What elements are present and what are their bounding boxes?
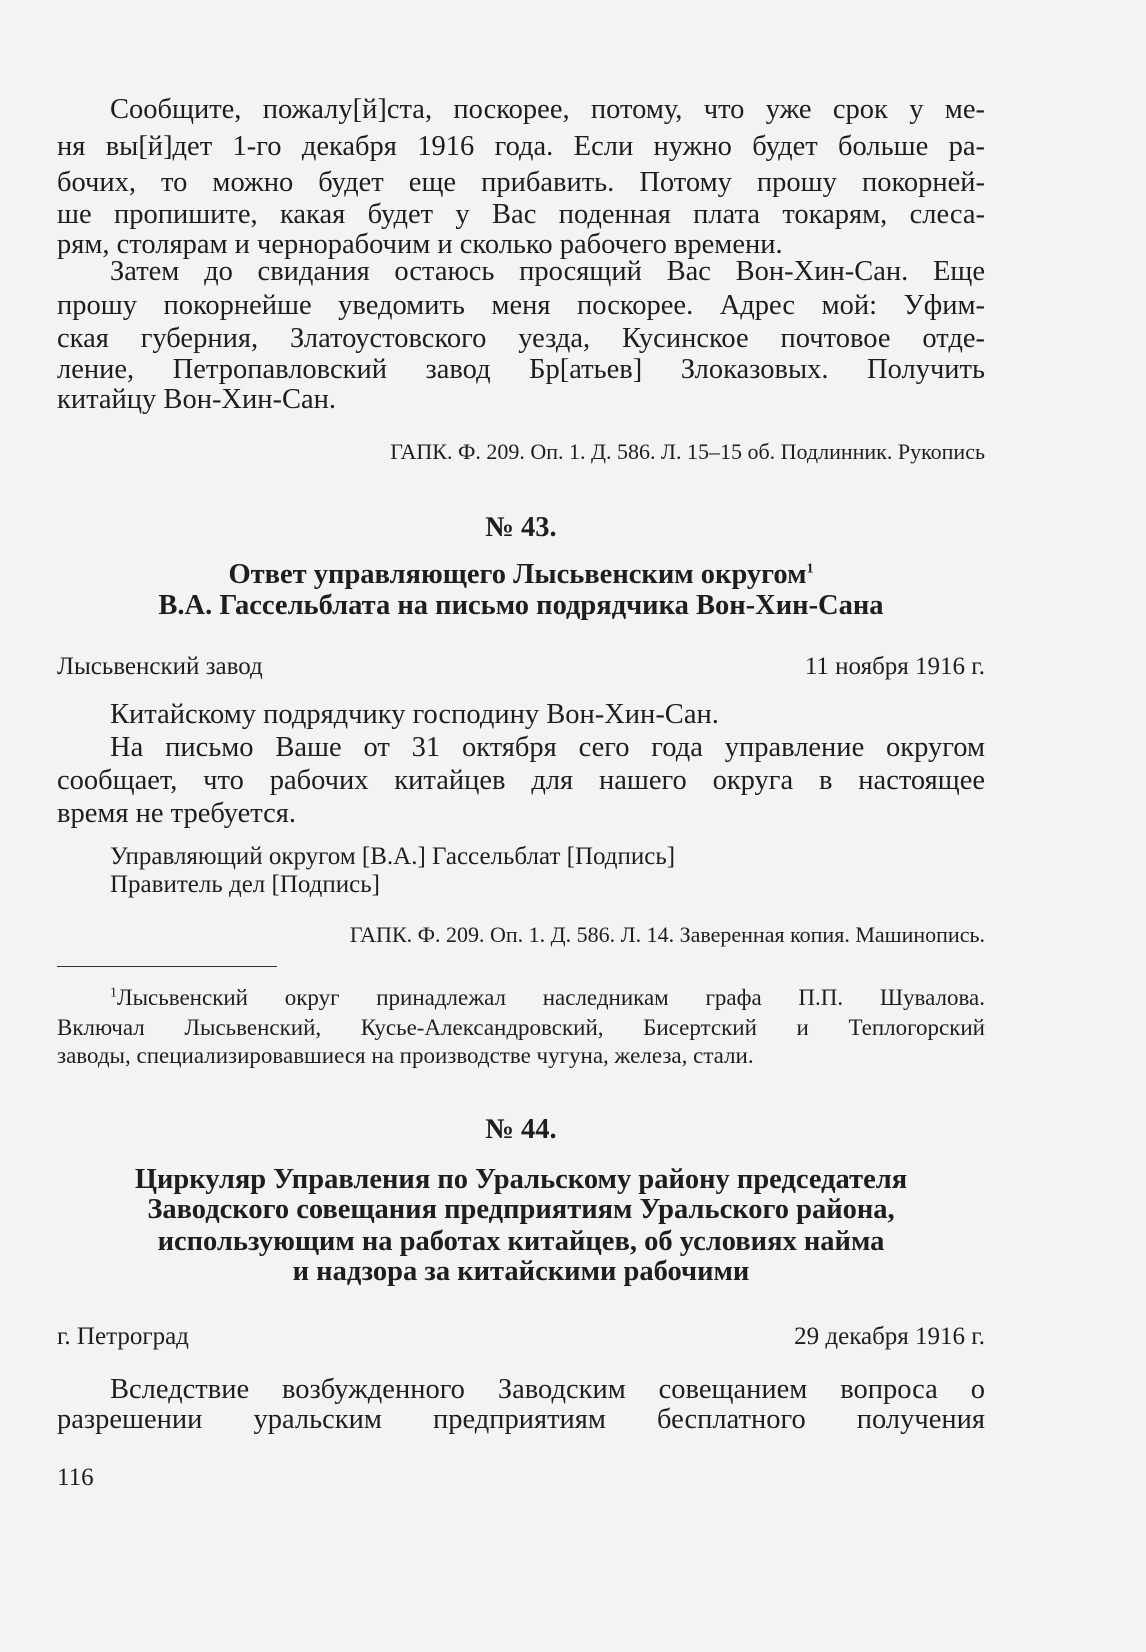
paragraph-line: Сообщите, пожалу[й]ста, поскорее, потому, что уже срок у ме- — [110, 94, 985, 125]
paragraph-line: ская губерния, Златоустовского уезда, Кусинское почтовое отде- — [57, 323, 985, 354]
footnote-mark: 1 — [110, 985, 117, 1001]
document-title-line: В.А. Гассельблата на письмо подрядчика Вон-Хин-Сана — [158, 590, 884, 621]
paragraph-line: ня вы[й]дет 1-го декабря 1916 года. Если нужно будет больше ра- — [57, 131, 985, 162]
document-title-line: и надзора за китайскими рабочими — [292, 1256, 750, 1287]
document-date: 29 декабря 1916 г. — [794, 1323, 985, 1350]
document-title-line: Ответ управляющего Лысьвенским округом — [228, 559, 807, 590]
paragraph-line: сообщает, что рабочих китайцев для нашего округа в настоящее — [57, 765, 985, 796]
address-line: Китайскому подрядчику господину Вон-Хин-Сан. — [110, 699, 719, 730]
paragraph-line: бочих, то можно будет еще прибавить. Потому прошу покорней- — [57, 167, 985, 198]
archive-source: ГАПК. Ф. 209. Оп. 1. Д. 586. Л. 15–15 об. Подлинник. Рукопись — [390, 439, 985, 464]
paragraph-line: разрешении уральским предприятиям бесплатного получения — [57, 1404, 985, 1435]
document-number: № 43. — [485, 512, 557, 543]
document-title-line: использующим на работах китайцев, об условиях найма — [157, 1226, 885, 1257]
footnote-ref: 1 — [806, 561, 814, 577]
paragraph-line: время не требуется. — [57, 798, 296, 829]
document-place: г. Петроград — [57, 1323, 189, 1350]
paragraph-line: рям, столярам и чернорабочим и сколько рабочего времени. — [57, 229, 783, 260]
signature-line: Управляющий округом [В.А.] Гассельблат [Подпись] — [110, 843, 676, 870]
signature-line: Правитель дел [Подпись] — [110, 871, 380, 898]
place-date-row — [57, 1320, 985, 1354]
archive-source: ГАПК. Ф. 209. Оп. 1. Д. 586. Л. 14. Заверенная копия. Машинопись. — [349, 922, 985, 947]
paragraph-line: ление, Петропавловский завод Бр[атьев] Злоказовых. Получить — [57, 354, 985, 385]
footnote-divider — [57, 966, 277, 967]
page-number: 116 — [57, 1464, 94, 1491]
footnote-line — [110, 981, 985, 1015]
document-number: № 44. — [485, 1114, 557, 1145]
paragraph-line: прошу покорнейше уведомить меня поскорее. Адрес мой: Уфим- — [57, 290, 985, 321]
paragraph-line: китайцу Вон-Хин-Сан. — [57, 384, 337, 415]
footnote-line: Включал Лысьвенский, Кусье-Александровский, Бисертский и Теплогорский — [57, 1015, 985, 1040]
document-place: Лысьвенский завод — [57, 653, 263, 680]
place-date-row — [57, 650, 985, 684]
paragraph-line: На письмо Ваше от 31 октября сего года управление округом — [110, 732, 985, 763]
paragraph-line: ше пропишите, какая будет у Вас поденная плата токарям, слеса- — [57, 199, 985, 230]
paragraph-line: Затем до свидания остаюсь просящий Вас Вон-Хин-Сан. Еще — [110, 256, 985, 287]
document-date: 11 ноября 1916 г. — [804, 653, 985, 680]
footnote-line: заводы, специализировавшиеся на производстве чугуна, железа, стали. — [57, 1043, 754, 1068]
footnote-text: Лысьвенский округ принадлежал наследникам графа П.П. Шувалова. — [117, 985, 985, 1010]
document-title — [57, 558, 985, 592]
paragraph-line: Вследствие возбужденного Заводским совещанием вопроса о — [110, 1374, 985, 1405]
document-title-line: Заводского совещания предприятиям Уральского района, — [147, 1194, 895, 1225]
document-title-line: Циркуляр Управления по Уральскому району председателя — [134, 1164, 908, 1195]
